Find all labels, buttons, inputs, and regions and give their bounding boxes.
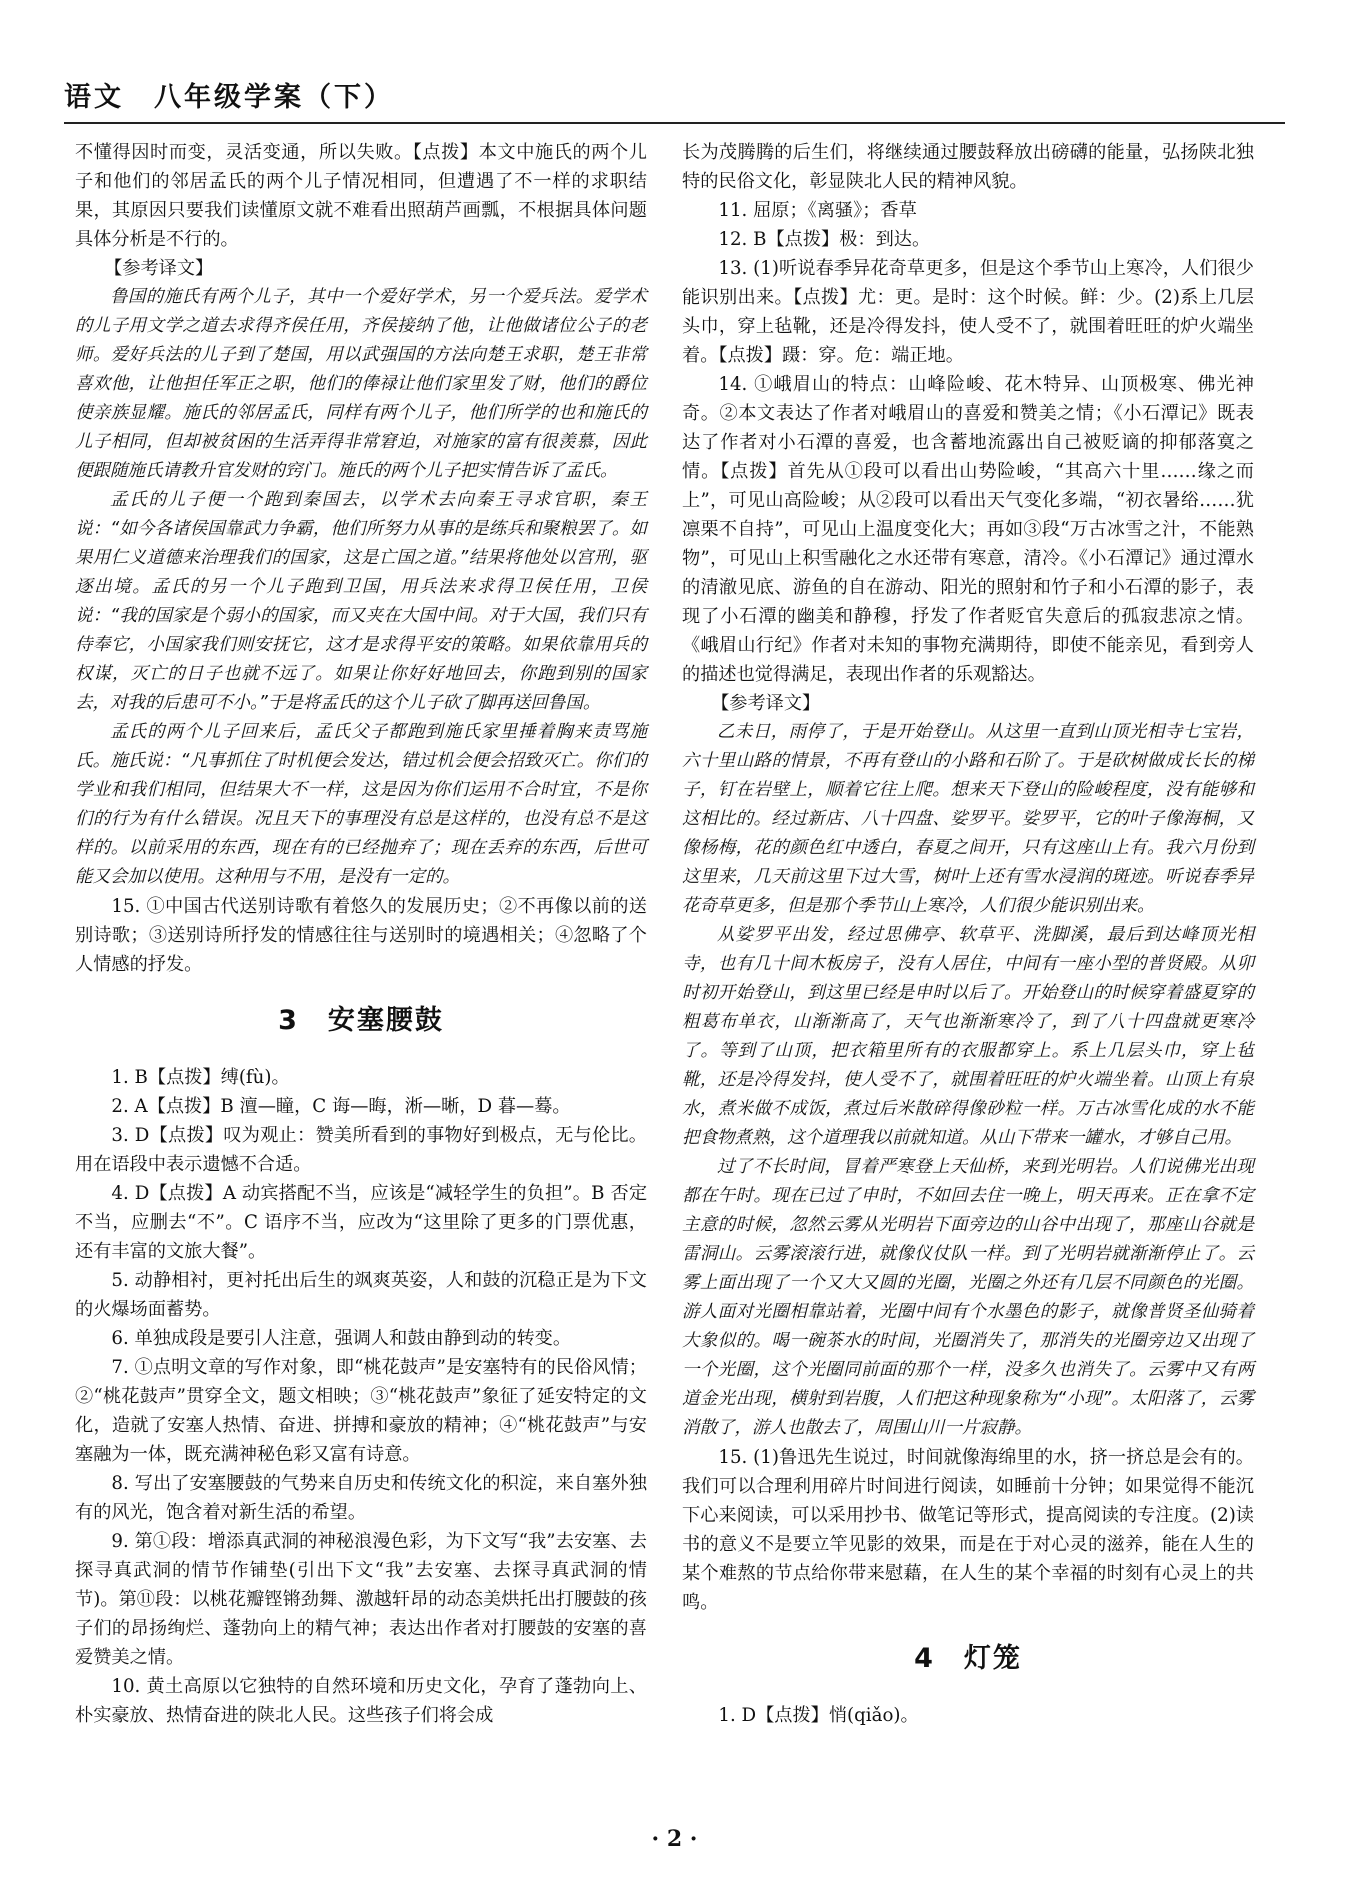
section-heading: 4 灯笼 [914,1643,1022,1674]
answer-item: 7. ①点明文章的写作对象，即“桃花鼓声”是安塞特有的民俗风情；②“桃花鼓声”贯穿全文，题文相映；③“桃花鼓声”象征了延安特定的文化，造就了安塞人热情、奋进、拼搏和豪放的精神；④“桃花鼓声”与安塞融为一体，既充满神秘色彩又富有诗意。 [75,1357,647,1465]
section-heading: 3 安塞腰鼓 [278,1005,444,1036]
page-number: · 2 · [651,1826,698,1852]
answer-item: 15. ①中国古代送别诗歌有着悠久的发展历史；②不再像以前的送别诗歌；③送别诗所抒发的情感往往与送别时的境遇相关；④忽略了个人情感的抒发。 [75,896,647,975]
answer-item: 15. (1)鲁迅先生说过，时间就像海绵里的水，挤一挤总是会有的。我们可以合理利用碎片时间进行阅读，如睡前十分钟；如果觉得不能沉下心来阅读，可以采用抄书、做笔记等形式，提高阅读的专注度。(2)读书的意义不是要立竿见影的效果，而是在于对心灵的滋养，能在人生的某个难熬的节点给你带来慰藉，在人生的某个幸福的时刻有心灵上的共鸣。 [682,1447,1254,1613]
answer-item: 6. 单独成段是要引人注意，强调人和鼓由静到动的转变。 [111,1328,572,1349]
header-title: 语文 八年级学案（下） [64,82,394,113]
answer-item: 11. 屈原；《离骚》；香草 [718,200,917,221]
answer-item: 4. D【点拨】A 动宾搭配不当，应该是“减轻学生的负担”。B 否定不当，应删去“不”。C 语序不当，应改为“这里除了更多的门票优惠，还有丰富的文旅大餐”。 [75,1183,647,1262]
answer-item: 14. ①峨眉山的特点：山峰险峻、花木特异、山顶极寒、佛光神奇。②本文表达了作者对峨眉山的喜爱和赞美之情；《小石潭记》既表达了作者对小石潭的喜爱，也含蓄地流露出自己被贬谪的抑郁落寞之情。【点拨】首先从①段可以看出山势险峻，“其高六十里……缘之而上”，可见山高险峻；从②段可以看出天气变化多端，“初衣暑绤……犹凛栗不自持”，可见山上温度变化大；再如③段“万古冰雪之汁，不能熟物”，可见山上积雪融化之水还带有寒意，清冷。《小石潭记》通过潭水的清澈见底、游鱼的自在游动、阳光的照射和竹子和小石潭的影子，表现了小石潭的幽美和静穆，抒发了作者贬官失意后的孤寂悲凉之情。《峨眉山行纪》作者对未知的事物充满期待，即使不能亲见，看到旁人的描述也觉得满足，表现出作者的乐观豁达。 [682,374,1254,685]
answer-item: 13. (1)听说春季异花奇草更多，但是这个季节山上寒冷，人们很少能识别出来。【点拨】尤：更。是时：这个时候。鲜：少。(2)系上几层头巾，穿上毡靴，还是冷得发抖，使人受不了，就围着旺旺的炉火端坐着。【点拨】蹑：穿。危：端正地。 [682,258,1254,366]
answer-item: 10. 黄土高原以它独特的自然环境和历史文化，孕育了蓬勃向上、朴实豪放、热情奋进的陕北人民。这些孩子们将会成 [75,1676,647,1726]
translation-paragraph: 乙未日，雨停了，于是开始登山。从这里一直到山顶光相寺七宝岩，六十里山路的情景，不再有登山的小路和石阶了。于是砍树做成长长的梯子，钉在岩壁上，顺着它往上爬。想来天下登山的险峻程度，没有能够和这相比的。经过新店、八十四盘、娑罗平。娑罗平，它的叶子像海桐，又像杨梅，花的颜色红中透白，春夏之间开，只有这座山上有。我六月份到这里来，几天前这里下过大雪，树叶上还有雪水浸润的斑迹。听说春季异花奇草更多，但是那个季节山上寒冷，人们很少能识别出来。 [682,722,1254,916]
translation-paragraph: 过了不长时间，冒着严寒登上天仙桥，来到光明岩。人们说佛光出现都在午时。现在已过了申时，不如回去住一晚上，明天再来。正在拿不定主意的时候，忽然云雾从光明岩下面旁边的山谷中出现了，那座山谷就是雷洞山。云雾滚滚行进，就像仪仗队一样。到了光明岩就渐渐停止了。云雾上面出现了一个又大又圆的光圈，光圈之外还有几层不同颜色的光圈。游人面对光圈相靠站着，光圈中间有个水墨色的影子，就像普贤圣仙骑着大象似的。喝一碗茶水的时间，光圈消失了，那消失的光圈旁边又出现了一个光圈，这个光圈同前面的那个一样，没多久也消失了。云雾中又有两道金光出现，横射到岩腹，人们把这种现象称为“小现”。太阳落了，云雾消散了，游人也散去了，周围山川一片寂静。 [682,1157,1254,1438]
answer-item: 1. B【点拨】缚(fù)。 [111,1067,290,1088]
answer-item: 8. 写出了安塞腰鼓的气势来自历史和传统文化的积淀，来自塞外独有的风光，饱含着对新生活的希望。 [75,1473,647,1523]
right-column [682,138,1254,1730]
translation-paragraph: 从娑罗平出发，经过思佛亭、软草平、洗脚溪，最后到达峰顶光相寺，也有几十间木板房子，没有人居住，中间有一座小型的普贤殿。从卯时初开始登山，到这里已经是申时以后了。开始登山的时候穿着盛夏穿的粗葛布单衣，山渐渐高了，天气也渐渐寒冷了，到了八十四盘就更寒冷了。等到了山顶，把衣箱里所有的衣服都穿上。系上几层头巾，穿上毡靴，还是冷得发抖，使人受不了，就围着旺旺的炉火端坐着。山顶上有泉水，煮米做不成饭，煮过后米散碎得像砂粒一样。万古冰雪化成的水不能把食物煮熟，这个道理我以前就知道。从山下带来一罐水，才够自己用。 [682,925,1254,1148]
paragraph: 不懂得因时而变，灵活变通，所以失败。【点拨】本文中施氏的两个儿子和他们的邻居孟氏的两个儿子情况相同，但遭遇了不一样的求职结果，其原因只要我们读懂原文就不难看出照葫芦画瓢，不根据具体问题具体分析是不行的。 [75,142,647,250]
reference-translation-heading: 【参考译文】 [711,693,821,714]
translation-paragraph: 孟氏的两个儿子回来后，孟氏父子都跑到施氏家里捶着胸来责骂施氏。施氏说：“凡事抓住了时机便会发达，错过机会便会招致灭亡。你们的学业和我们相同，但结果大不一样，这是因为你们运用不合时宜，不是你们的行为有什么错误。况且天下的事理没有总是这样的，也没有总不是这样的。以前采用的东西，现在有的已经抛弃了；现在丢弃的东西，后世可能又会加以使用。这种用与不用，是没有一定的。 [75,722,647,887]
answer-item: 12. B【点拨】极：到达。 [718,229,931,250]
answer-item: 9. 第①段：增添真武洞的神秘浪漫色彩，为下文写“我”去安塞、去探寻真武洞的情节作铺垫(引出下文“我”去安塞、去探寻真武洞的情节)。第⑪段：以桃花瓣铿锵劲舞、激越轩昂的动态美烘托出打腰鼓的孩子们的昂扬绚烂、蓬勃向上的精气神；表达出作者对打腰鼓的安塞的喜爱赞美之情。 [75,1531,647,1668]
paragraph: 长为茂腾腾的后生们，将继续通过腰鼓释放出磅礴的能量，弘扬陕北独特的民俗文化，彰显陕北人民的精神风貌。 [682,142,1254,192]
reference-translation-heading: 【参考译文】 [104,258,214,279]
page-header [64,78,1285,124]
answer-item: 2. A【点拨】B 澶—瞳，C 诲—晦，淅—晰，D 暮—蓦。 [111,1096,571,1117]
answer-item: 5. 动静相衬，更衬托出后生的飒爽英姿，人和鼓的沉稳正是为下文的火爆场面蓄势。 [75,1270,647,1320]
answer-item: 1. D【点拨】悄(qiǎo)。 [718,1705,919,1726]
translation-paragraph: 鲁国的施氏有两个儿子，其中一个爱好学术，另一个爱兵法。爱学术的儿子用文学之道去求得齐侯任用，齐侯接纳了他，让他做诸位公子的老师。爱好兵法的儿子到了楚国，用以武强国的方法向楚王求职，楚王非常喜欢他，让他担任军正之职，他们的俸禄让他们家里发了财，他们的爵位使亲族显耀。施氏的邻居孟氏，同样有两个儿子，他们所学的也和施氏的儿子相同，但却被贫困的生活弄得非常窘迫，对施家的富有很羡慕，因此便跟随施氏请教升官发财的窍门。施氏的两个儿子把实情告诉了孟氏。 [75,287,647,481]
left-column [75,138,647,1730]
answer-item: 3. D【点拨】叹为观止：赞美所看到的事物好到极点，无与伦比。用在语段中表示遗憾不合适。 [75,1125,647,1175]
translation-paragraph: 孟氏的儿子便一个跑到秦国去，以学术去向秦王寻求官职，秦王说：“如今各诸侯国靠武力争霸，他们所努力从事的是练兵和聚粮罢了。如果用仁义道德来治理我们的国家，这是亡国之道。”结果将他处以宫刑，驱逐出境。孟氏的另一个儿子跑到卫国，用兵法来求得卫侯任用，卫侯说：“我的国家是个弱小的国家，而又夹在大国中间。对于大国，我们只有侍奉它，小国家我们则安抚它，这才是求得平安的策略。如果依靠用兵的权谋，灭亡的日子也就不远了。如果让你好好地回去，你跑到别的国家去，对我的后患可不小。”于是将孟氏的这个儿子砍了脚再送回鲁国。 [75,490,647,713]
